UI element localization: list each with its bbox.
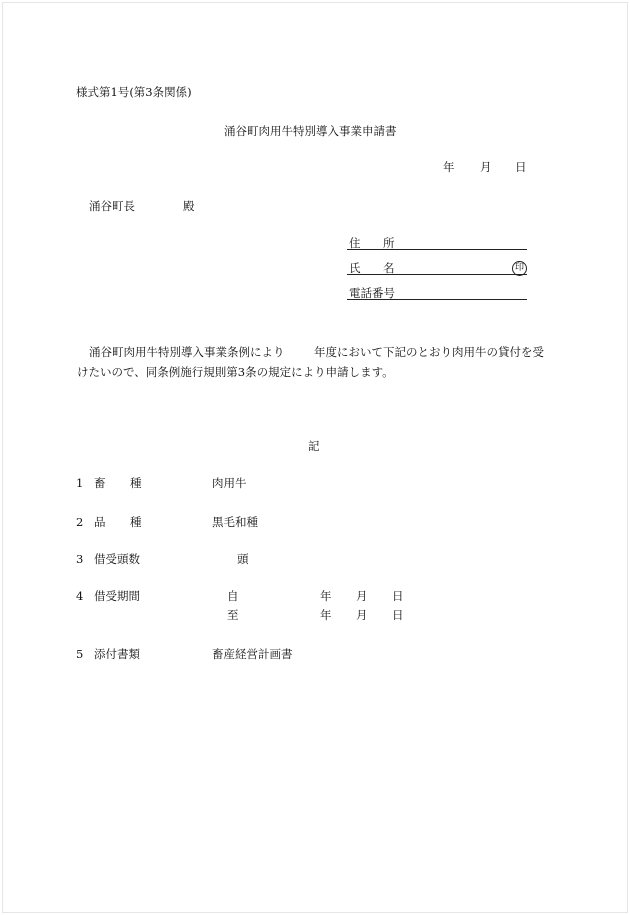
period-from-month: 月	[356, 589, 368, 603]
body-line1-part1: 涌谷町肉用牛特別導入事業条例により	[89, 345, 285, 359]
addressee-name: 涌谷町長	[89, 199, 135, 213]
page-frame	[2, 2, 628, 913]
item-3-label: 借受頭数	[94, 552, 140, 566]
item-2-label-1: 品	[94, 515, 106, 529]
item-2-value: 黒毛和種	[212, 515, 258, 529]
period-to-year: 年	[320, 608, 332, 622]
item-5-value: 畜産経営計画書	[212, 647, 293, 661]
name-line	[347, 274, 527, 275]
period-to-day: 日	[392, 608, 404, 622]
item-4-label: 借受期間	[94, 589, 140, 603]
item-1-label-2: 種	[130, 476, 142, 490]
period-to-label: 至	[227, 608, 239, 622]
date-day: 日	[515, 160, 527, 174]
date-month: 月	[480, 160, 492, 174]
period-from-label: 自	[227, 589, 239, 603]
ki-heading: 記	[308, 439, 320, 453]
phone-label: 電話番号	[349, 286, 395, 300]
address-label-1: 住	[349, 236, 361, 250]
item-3-value: 頭	[237, 552, 249, 566]
name-label-2: 名	[383, 261, 395, 275]
item-5-number: 5	[76, 647, 84, 661]
body-line2: けたいので、同条例施行規則第3条の規定により申請します。	[77, 365, 394, 379]
document-title: 涌谷町肉用牛特別導入事業申請書	[224, 124, 397, 138]
address-line	[347, 249, 527, 250]
item-1-label-1: 畜	[94, 476, 106, 490]
item-2-number: 2	[76, 515, 84, 529]
period-to-month: 月	[356, 608, 368, 622]
item-3-number: 3	[76, 552, 84, 566]
body-line1-part2: 年度において下記のとおり肉用牛の貸付を受	[314, 345, 544, 359]
form-number: 様式第1号(第3条関係)	[76, 85, 192, 99]
item-5-label: 添付書類	[94, 647, 140, 661]
item-4-number: 4	[76, 589, 84, 603]
address-label-2: 所	[383, 236, 395, 250]
item-1-number: 1	[76, 476, 84, 490]
addressee-honorific: 殿	[183, 199, 195, 213]
name-label-1: 氏	[349, 261, 361, 275]
date-year: 年	[443, 160, 455, 174]
seal-mark: 印	[512, 261, 527, 276]
period-from-day: 日	[392, 589, 404, 603]
period-from-year: 年	[320, 589, 332, 603]
item-1-value: 肉用牛	[212, 476, 247, 490]
item-2-label-2: 種	[130, 515, 142, 529]
phone-line	[347, 299, 527, 300]
